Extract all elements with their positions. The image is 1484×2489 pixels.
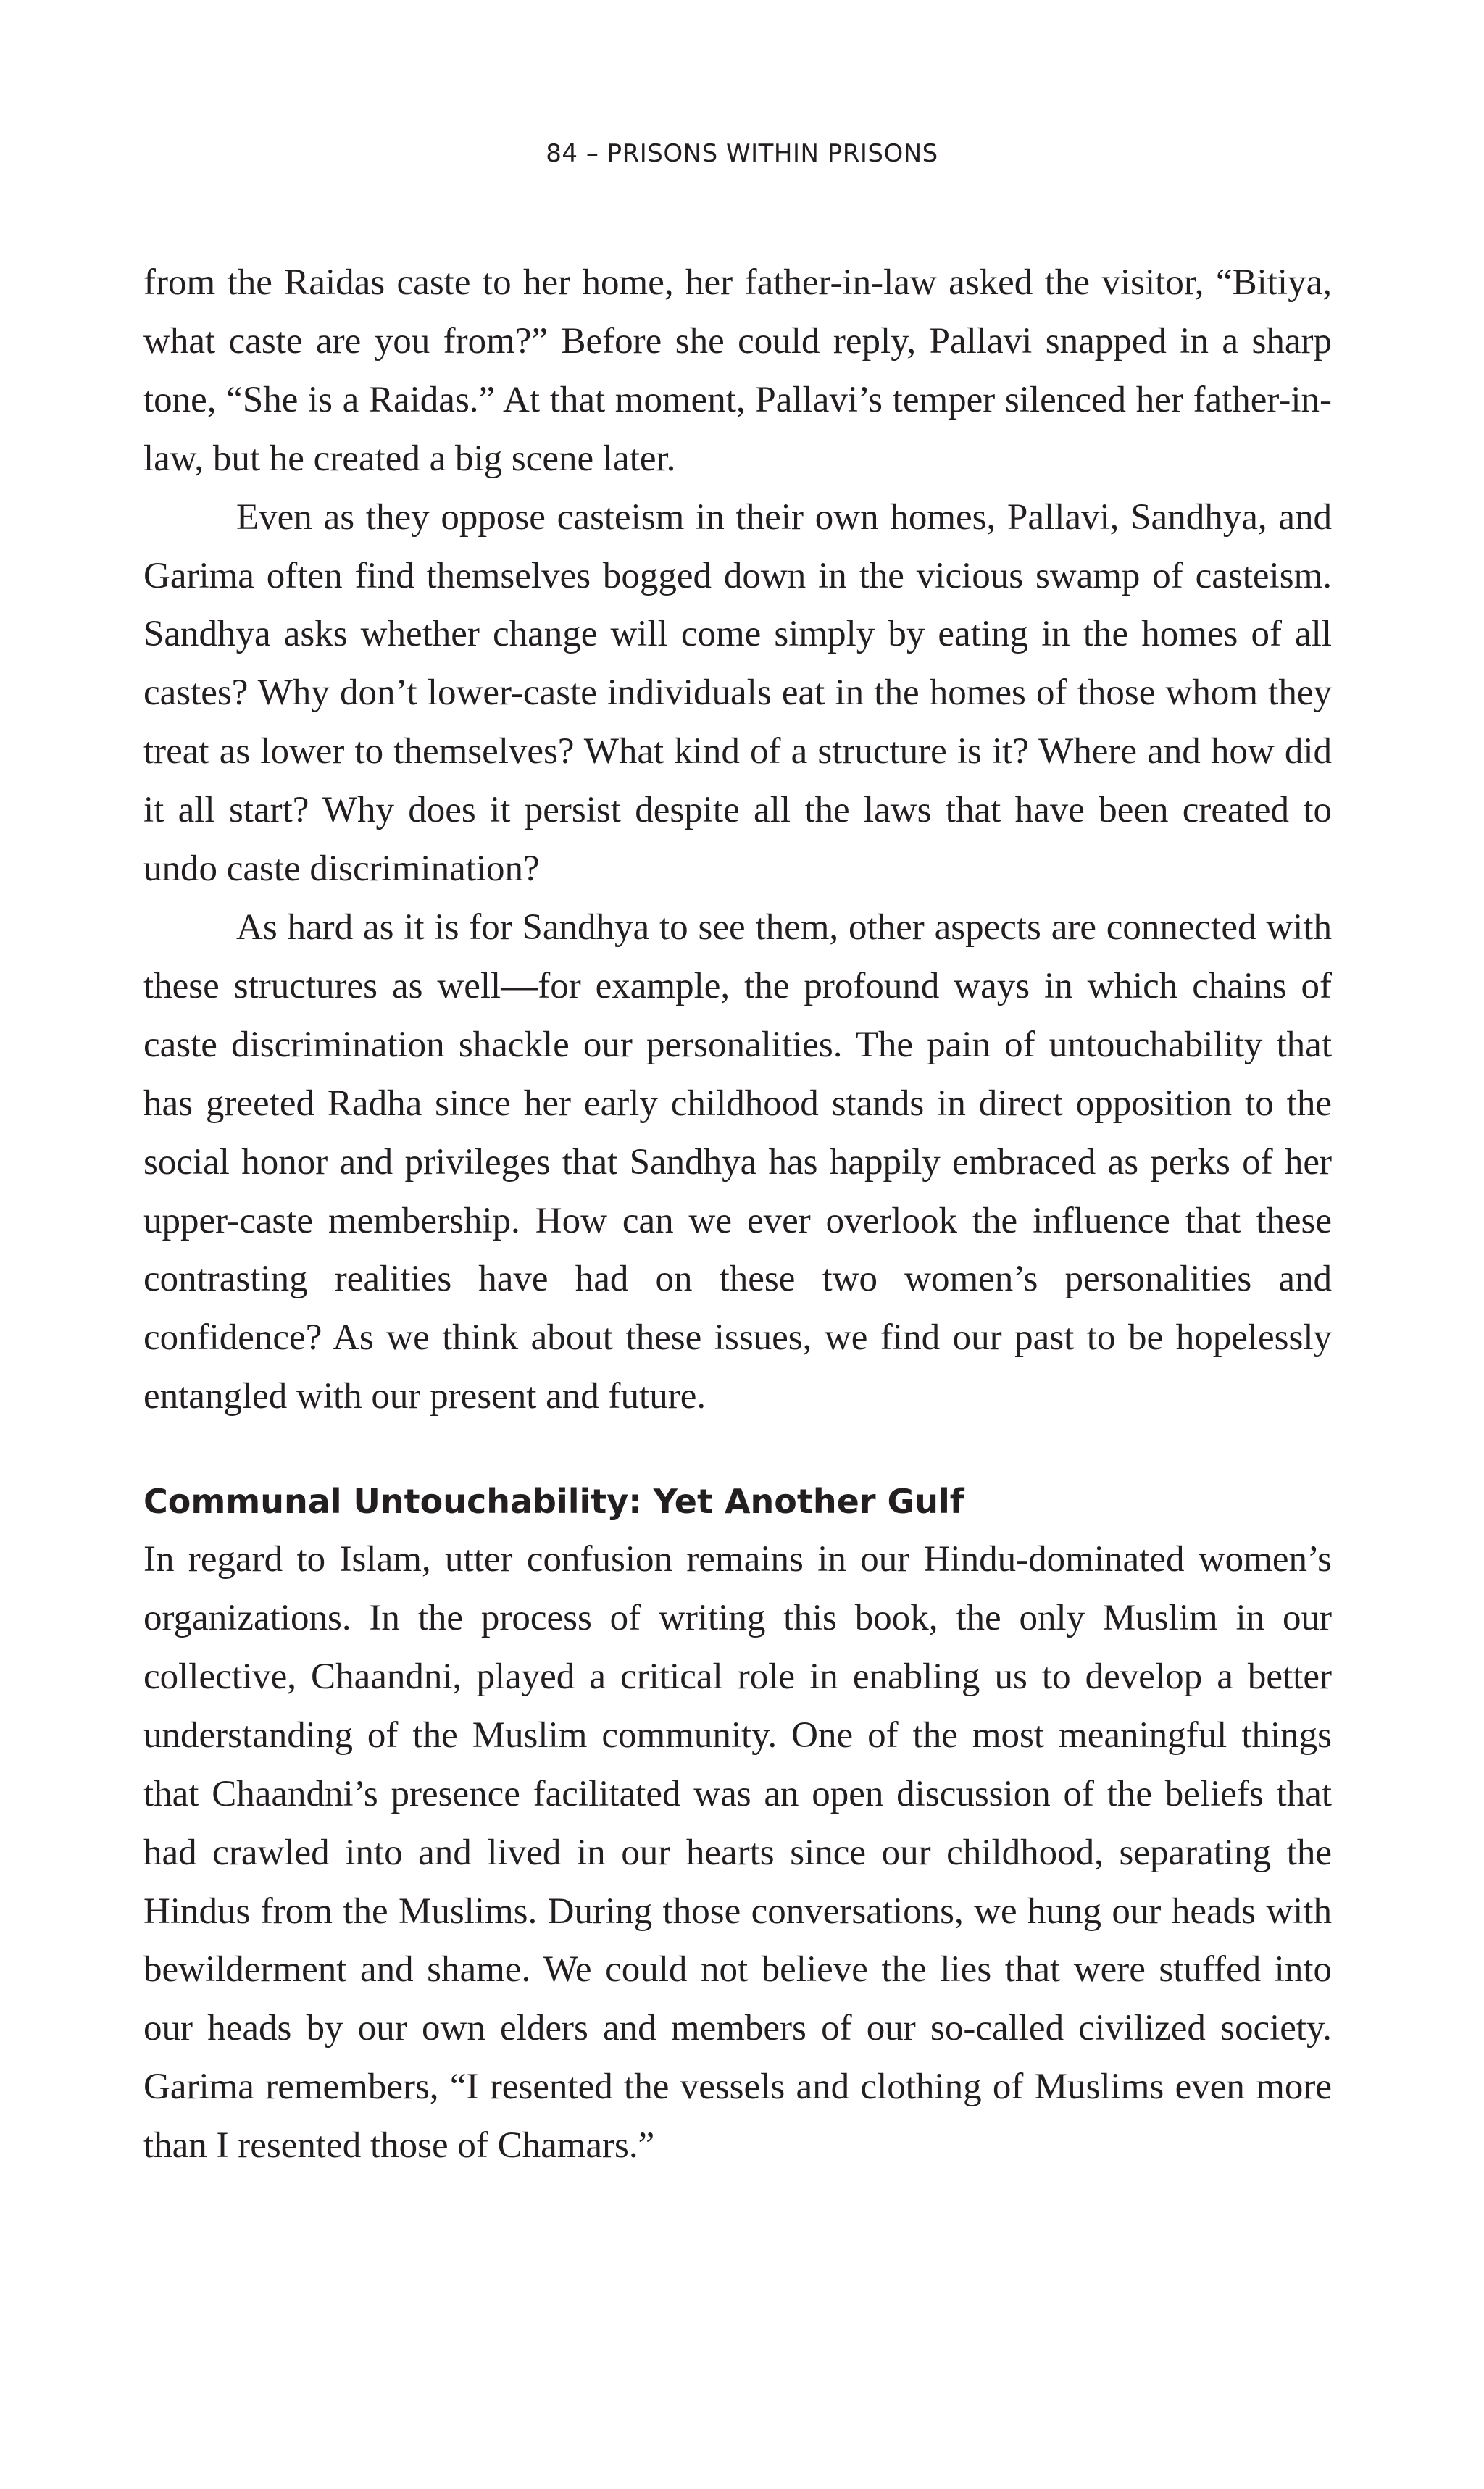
running-head: 84 – PRISONS WITHIN PRISONS xyxy=(546,139,938,168)
paragraph-continued: from the Raidas caste to her home, her father-in-law asked the visitor, “Bitiya, what caste are you from?” Before she could reply, Pallavi snapped in a sharp tone, “She is a Raidas.” At that moment, Pallavi’s temper silenced her father-in-law, but he created a big scene later. xyxy=(143,262,1332,479)
body-text xyxy=(143,254,1332,2175)
section-heading: Communal Untouchability: Yet Another Gulf xyxy=(143,1482,964,1522)
paragraph-islam: In regard to Islam, utter confusion remains in our Hindu-dominated women’s organizations. In the process of writing this book, the only Muslim in our collective, Chaandni, played a critical role in enabling us to develop a better understanding of the Muslim community. One of the most meaningful things that Chaandni’s presence facilitated was an open discussion of the beliefs that had crawled into and lived in our hearts since our childhood, separating the Hindus from the Muslims. During those conversations, we hung our heads with bewilderment and shame. We could not believe the lies that were stuffed into our heads by our own elders and members of our so-called civilized society. Garima remembers, “I resented the vessels and clothing of Muslims even more than I resented those of Chamars.” xyxy=(143,1539,1332,2167)
paragraph-structures: As hard as it is for Sandhya to see them, other aspects are connected with these structures as well—for example, the profound ways in which chains of caste discrimination shackle our personalities. The pain of untouchability that has greeted Radha since her early childhood stands in direct opposition to the social honor and privileges that Sandhya has happily embraced as perks of her upper-caste membership. How can we ever overlook the influence that these contrasting realities have had on these two women’s personalities and confidence? As we think about these issues, we find our past to be hopelessly entangled with our present and future. xyxy=(143,906,1332,1417)
paragraph-casteism: Even as they oppose casteism in their own homes, Pallavi, Sandhya, and Garima often find themselves bogged down in the vicious swamp of casteism. Sandhya asks whether change will come simply by eating in the homes of all castes? Why don’t lower-caste individuals eat in the homes of those whom they treat as lower to themselves? What kind of a structure is it? Where and how did it all start? Why does it persist despite all the laws that have been created to undo caste discrimination? xyxy=(143,496,1332,890)
